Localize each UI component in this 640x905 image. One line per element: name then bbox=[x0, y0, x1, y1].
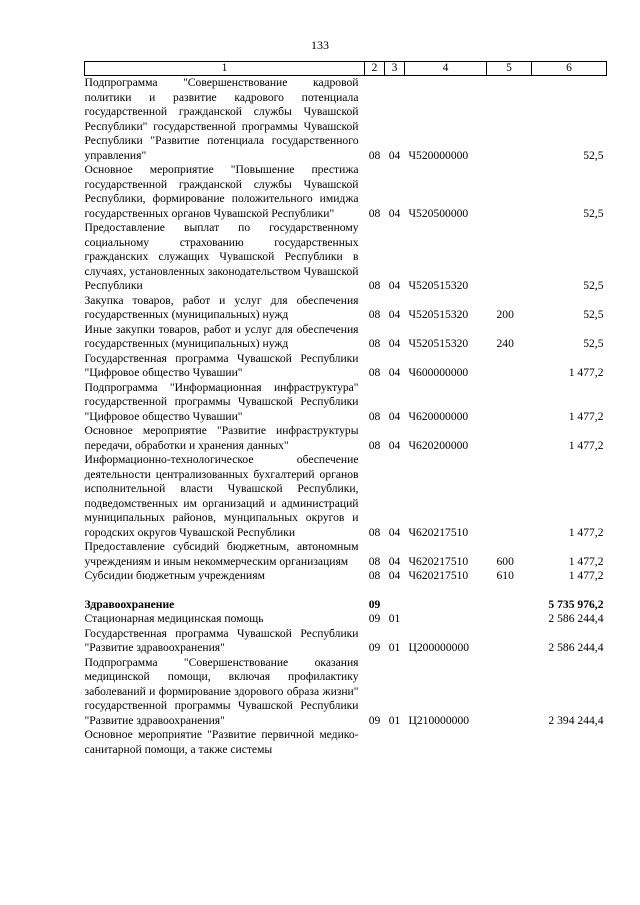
page-number: 133 bbox=[311, 38, 329, 52]
row-name: Основное мероприятие "Развитие инфраструктуры передачи, обработки и хранения данных" bbox=[84, 424, 359, 452]
row-section: 08 bbox=[368, 525, 381, 539]
row-subsection: 04 bbox=[388, 525, 401, 539]
table-row bbox=[85, 294, 607, 323]
row-expense-type bbox=[487, 728, 532, 757]
column-header: 6 bbox=[532, 62, 607, 76]
row-section: 08 bbox=[368, 279, 381, 292]
row-expense-type: 200 bbox=[496, 308, 514, 321]
table-row bbox=[85, 424, 607, 453]
table-row bbox=[85, 163, 607, 221]
row-target-code: Ч620000000 bbox=[408, 409, 469, 423]
column-header: 3 bbox=[385, 62, 405, 76]
row-name: Информационно-технологическое обеспечение деятельности централизованных бухгалтерий органов исполнительной власти Чувашской Республики, подведомственных им организаций и администраций муниципальных районов, мунципальных округов и городских округов Чувашской Республики bbox=[84, 453, 359, 539]
row-subsection: 04 bbox=[388, 554, 401, 568]
row-name: Предоставление выплат по государственному социальному страхованию государственных гражданских служащих Чувашской Республики в случаях, установленных законодательством Чувашской Республики bbox=[84, 221, 359, 292]
row-target-code bbox=[405, 728, 487, 757]
row-expense-type bbox=[487, 612, 532, 627]
table-row bbox=[85, 627, 607, 656]
row-expense-type bbox=[487, 627, 532, 656]
row-expense-type bbox=[487, 76, 532, 164]
row-target-code: Ч620217510 bbox=[408, 525, 469, 539]
row-expense-type bbox=[487, 163, 532, 221]
table-row bbox=[85, 221, 607, 294]
row-target-code: Ц200000000 bbox=[408, 641, 470, 654]
row-amount: 52,5 bbox=[583, 148, 604, 162]
row-expense-type: 610 bbox=[496, 569, 514, 582]
row-target-code: Ч520000000 bbox=[408, 148, 469, 162]
row-name: Основное мероприятие "Повышение престижа государственной гражданской службы Чувашской Республики, формирование положительного имиджа государственных органов Чувашской Республики" bbox=[84, 163, 359, 220]
column-header: 2 bbox=[365, 62, 385, 76]
row-name: Государственная программа Чувашской Республики "Развитие здравоохранения" bbox=[84, 626, 359, 654]
row-amount: 1 477,2 bbox=[568, 525, 604, 539]
table-row bbox=[85, 381, 607, 425]
spacer-row bbox=[85, 584, 607, 598]
row-subsection: 04 bbox=[388, 337, 401, 350]
row-section: 08 bbox=[368, 409, 381, 423]
row-amount: 52,5 bbox=[583, 337, 604, 350]
column-header: 5 bbox=[487, 62, 532, 76]
row-subsection: 04 bbox=[388, 409, 401, 423]
row-name: Подпрограмма "Совершенствование кадровой политики и развитие кадрового потенциала государственной гражданской службы Чувашской Республики" государственной программы Чувашской Республики "Развитие потенциала государственного управления" bbox=[84, 76, 359, 162]
row-amount: 52,5 bbox=[583, 206, 604, 220]
row-section: 08 bbox=[368, 308, 381, 321]
row-amount: 52,5 bbox=[583, 308, 604, 321]
row-target-code bbox=[405, 598, 487, 613]
column-header: 1 bbox=[85, 62, 365, 76]
row-amount: 5 735 976,2 bbox=[548, 597, 604, 611]
table-row bbox=[85, 656, 607, 729]
column-header: 4 bbox=[405, 62, 487, 76]
row-amount bbox=[532, 728, 607, 757]
row-target-code: Ч600000000 bbox=[408, 366, 469, 379]
row-target-code: Ч620217510 bbox=[408, 554, 469, 568]
row-amount: 2 394 244,4 bbox=[548, 713, 604, 727]
table-row bbox=[85, 540, 607, 569]
row-name: Субсидии бюджетным учреждениям bbox=[84, 569, 265, 582]
row-section bbox=[365, 728, 385, 757]
row-section: 08 bbox=[368, 438, 381, 452]
row-section: 08 bbox=[368, 148, 381, 162]
row-section: 08 bbox=[368, 569, 381, 582]
row-name: Стационарная медицинская помощь bbox=[84, 612, 264, 625]
row-amount: 1 477,2 bbox=[568, 409, 604, 423]
row-name: Иные закупки товаров, работ и услуг для обеспечения государственных (муниципальных) нужд bbox=[84, 322, 359, 350]
row-amount: 2 586 244,4 bbox=[548, 641, 604, 654]
row-name: Предоставление субсидий бюджетным, автономным учреждениям и иным некоммерческим организациям bbox=[84, 540, 359, 568]
row-expense-type bbox=[487, 221, 532, 294]
row-amount: 52,5 bbox=[583, 279, 604, 292]
table-row bbox=[85, 728, 607, 757]
table-row bbox=[85, 453, 607, 540]
row-expense-type bbox=[487, 656, 532, 729]
row-expense-type bbox=[487, 352, 532, 381]
row-target-code: Ч620217510 bbox=[408, 569, 469, 582]
table-row bbox=[85, 598, 607, 613]
table-row bbox=[85, 612, 607, 627]
table-row bbox=[85, 323, 607, 352]
row-subsection: 04 bbox=[388, 148, 401, 162]
header-row bbox=[85, 62, 607, 76]
row-subsection: 04 bbox=[388, 569, 401, 582]
row-expense-type bbox=[487, 381, 532, 425]
row-expense-type bbox=[487, 598, 532, 613]
table-row bbox=[85, 569, 607, 584]
row-amount: 1 477,2 bbox=[568, 569, 604, 582]
row-subsection: 04 bbox=[388, 279, 401, 292]
row-subsection: 04 bbox=[388, 438, 401, 452]
row-section: 08 bbox=[368, 206, 381, 220]
table-row bbox=[85, 352, 607, 381]
row-subsection: 01 bbox=[388, 713, 401, 727]
row-subsection: 01 bbox=[388, 612, 401, 625]
row-subsection: 01 bbox=[388, 641, 401, 654]
row-target-code: Ч620200000 bbox=[408, 438, 469, 452]
row-section: 09 bbox=[368, 612, 381, 625]
row-amount: 2 586 244,4 bbox=[548, 612, 604, 625]
row-name: Закупка товаров, работ и услуг для обеспечения государственных (муниципальных) нужд bbox=[84, 293, 359, 321]
row-expense-type bbox=[487, 453, 532, 540]
row-subsection: 04 bbox=[388, 308, 401, 321]
row-section: 08 bbox=[368, 554, 381, 568]
row-target-code bbox=[405, 612, 487, 627]
row-name: Основное мероприятие "Развитие первичной медико-санитарной помощи, а также системы bbox=[84, 728, 359, 756]
row-target-code: Ч520515320 bbox=[408, 337, 469, 350]
row-subsection bbox=[385, 728, 405, 757]
row-name: Подпрограмма "Информационная инфраструктура" государственной программы Чувашской Республики "Цифровое общество Чувашии" bbox=[84, 380, 359, 423]
row-subsection bbox=[385, 598, 405, 613]
row-name: Подпрограмма "Совершенствование оказания медицинской помощи, включая профилактику заболеваний и формирование здорового образа жизни" государственной программы Чувашской Республики "Развитие здравоохранения" bbox=[84, 655, 359, 727]
row-amount: 1 477,2 bbox=[568, 438, 604, 452]
row-expense-type bbox=[487, 424, 532, 453]
row-expense-type: 600 bbox=[496, 554, 514, 568]
row-target-code: Ч520515320 bbox=[408, 279, 469, 292]
row-target-code: Ч520515320 bbox=[408, 308, 469, 321]
row-name: Государственная программа Чувашской Республики "Цифровое общество Чувашии" bbox=[84, 351, 359, 379]
row-name: Здравоохранение bbox=[84, 597, 175, 611]
row-expense-type: 240 bbox=[496, 337, 514, 350]
row-amount: 1 477,2 bbox=[568, 366, 604, 379]
row-section: 08 bbox=[368, 337, 381, 350]
row-amount: 1 477,2 bbox=[568, 554, 604, 568]
row-target-code: Ц210000000 bbox=[408, 713, 470, 727]
row-section: 09 bbox=[368, 641, 381, 654]
row-subsection: 04 bbox=[388, 366, 401, 379]
row-target-code: Ч520500000 bbox=[408, 206, 469, 220]
row-subsection: 04 bbox=[388, 206, 401, 220]
row-section: 08 bbox=[368, 366, 381, 379]
row-section: 09 bbox=[368, 713, 381, 727]
table-row bbox=[85, 76, 607, 164]
budget-table bbox=[84, 61, 607, 757]
row-section: 09 bbox=[368, 597, 381, 611]
